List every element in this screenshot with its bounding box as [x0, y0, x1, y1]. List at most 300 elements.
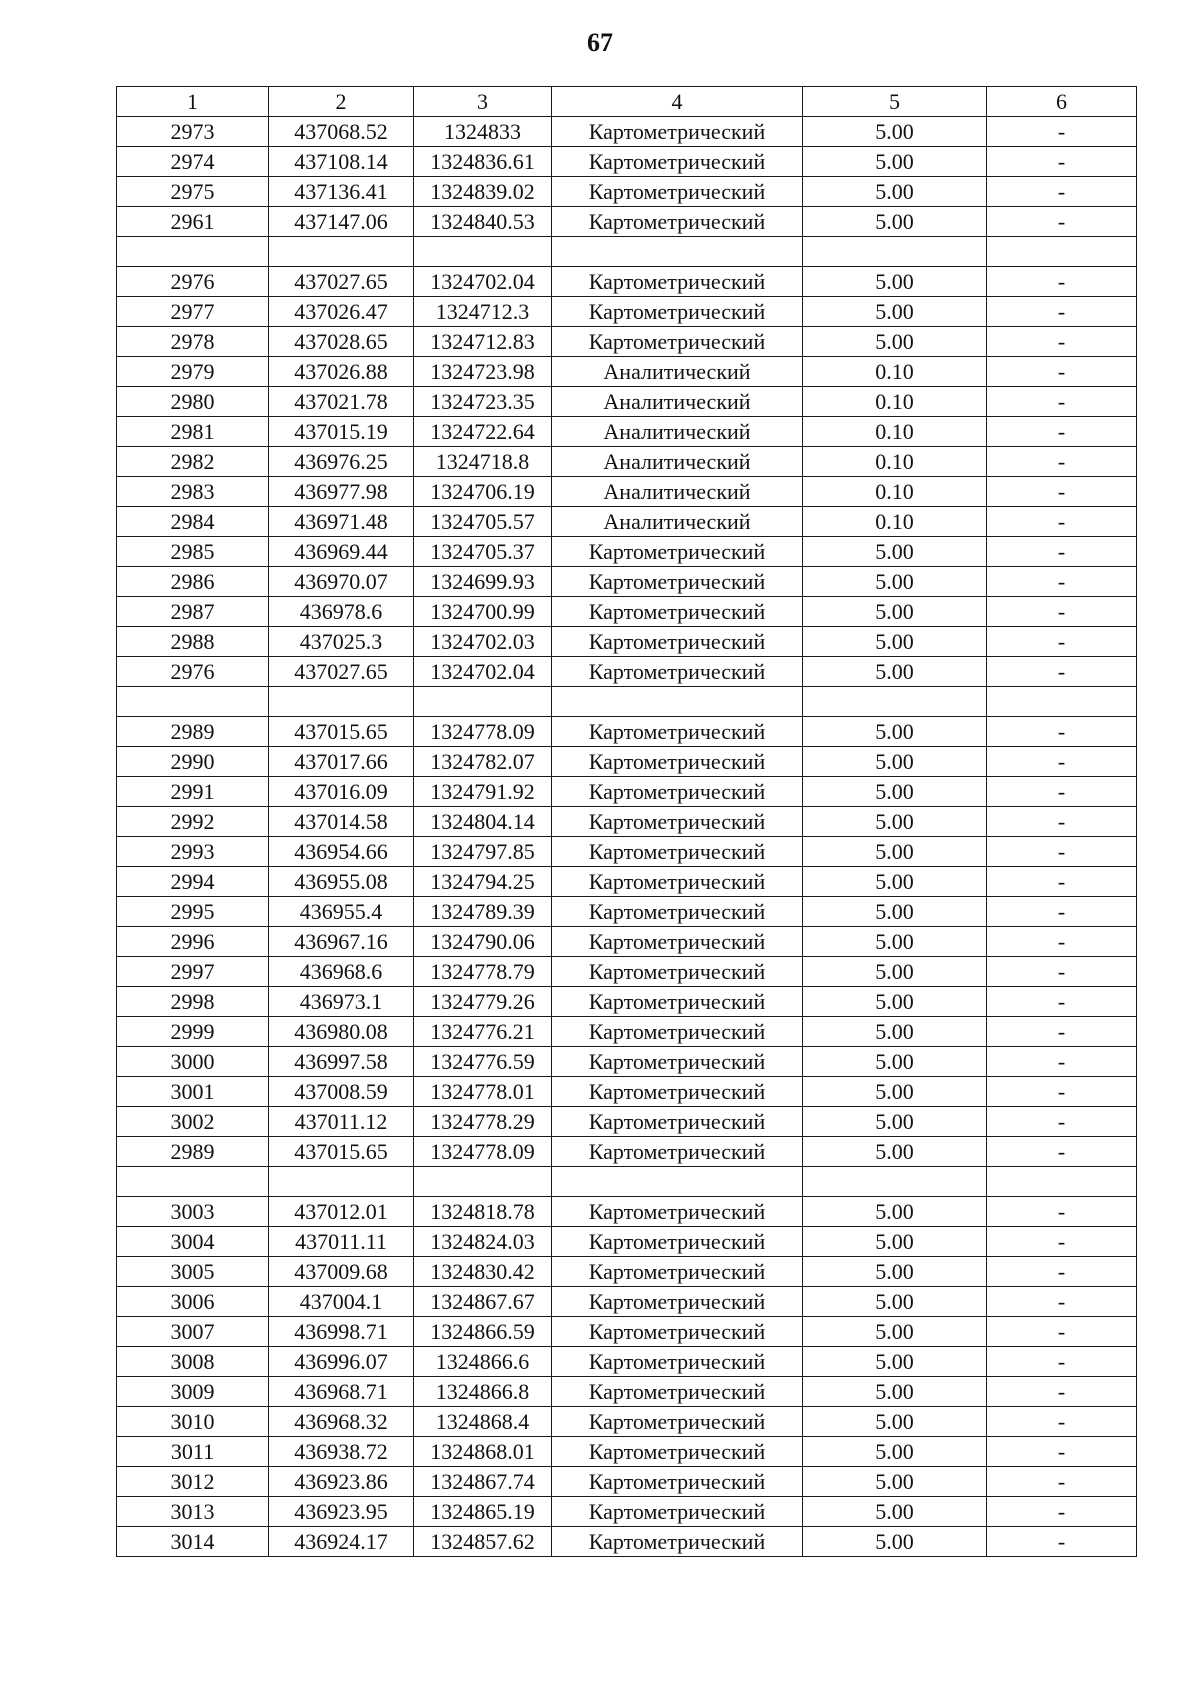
- cell-accuracy: 5.00: [803, 1437, 987, 1467]
- cell-note: -: [987, 1467, 1137, 1497]
- table-row: [117, 1197, 1137, 1227]
- cell-method: Картометрический: [552, 1467, 803, 1497]
- cell-note: -: [987, 507, 1137, 537]
- cell-y-coordinate: 1324868.4: [414, 1407, 552, 1437]
- cell-y-coordinate: 1324824.03: [414, 1227, 552, 1257]
- table-row: [117, 867, 1137, 897]
- cell-y-coordinate: 1324778.09: [414, 1137, 552, 1167]
- table-row: [117, 807, 1137, 837]
- cell-x-coordinate: 436968.6: [269, 957, 414, 987]
- cell-point-number: 2974: [117, 147, 269, 177]
- cell-accuracy: 5.00: [803, 177, 987, 207]
- cell-y-coordinate: 1324804.14: [414, 807, 552, 837]
- cell-accuracy: 5.00: [803, 1227, 987, 1257]
- cell-point-number: 2983: [117, 477, 269, 507]
- table-row: [117, 1077, 1137, 1107]
- cell-accuracy: 5.00: [803, 267, 987, 297]
- cell-accuracy: 5.00: [803, 1017, 987, 1047]
- table-row: [117, 1467, 1137, 1497]
- cell-accuracy: 5.00: [803, 207, 987, 237]
- cell-method: Картометрический: [552, 147, 803, 177]
- cell-y-coordinate: 1324723.35: [414, 387, 552, 417]
- cell-method: Картометрический: [552, 747, 803, 777]
- cell-x-coordinate: 437012.01: [269, 1197, 414, 1227]
- table-row: [117, 747, 1137, 777]
- cell-x-coordinate: 436968.71: [269, 1377, 414, 1407]
- cell-method: Картометрический: [552, 1377, 803, 1407]
- table-row: [117, 567, 1137, 597]
- cell-x-coordinate: 437147.06: [269, 207, 414, 237]
- cell-accuracy: 5.00: [803, 567, 987, 597]
- cell-note: -: [987, 387, 1137, 417]
- cell-accuracy: 5.00: [803, 657, 987, 687]
- table-row: [117, 1227, 1137, 1257]
- cell-y-coordinate: 1324723.98: [414, 357, 552, 387]
- cell-point-number: 2975: [117, 177, 269, 207]
- cell-method: Картометрический: [552, 327, 803, 357]
- table-row: [117, 327, 1137, 357]
- table-row: [117, 1377, 1137, 1407]
- cell-x-coordinate: 437026.88: [269, 357, 414, 387]
- cell-x-coordinate: 436955.08: [269, 867, 414, 897]
- table-row: [117, 1497, 1137, 1527]
- cell-note: -: [987, 147, 1137, 177]
- cell-point-number: [117, 687, 269, 717]
- cell-y-coordinate: 1324857.62: [414, 1527, 552, 1557]
- cell-y-coordinate: 1324778.09: [414, 717, 552, 747]
- cell-accuracy: [803, 687, 987, 717]
- header-cell-6: 6: [987, 87, 1137, 117]
- cell-point-number: 3004: [117, 1227, 269, 1257]
- cell-x-coordinate: 437004.1: [269, 1287, 414, 1317]
- cell-x-coordinate: 437027.65: [269, 657, 414, 687]
- cell-point-number: 2984: [117, 507, 269, 537]
- cell-x-coordinate: 437068.52: [269, 117, 414, 147]
- cell-method: Картометрический: [552, 1437, 803, 1467]
- cell-point-number: 2989: [117, 717, 269, 747]
- cell-accuracy: [803, 1167, 987, 1197]
- cell-accuracy: 5.00: [803, 1077, 987, 1107]
- cell-x-coordinate: 437136.41: [269, 177, 414, 207]
- cell-note: -: [987, 567, 1137, 597]
- cell-y-coordinate: 1324868.01: [414, 1437, 552, 1467]
- table-row: [117, 1527, 1137, 1557]
- cell-x-coordinate: 437025.3: [269, 627, 414, 657]
- cell-method: Картометрический: [552, 717, 803, 747]
- header-cell-2: 2: [269, 87, 414, 117]
- cell-y-coordinate: 1324702.03: [414, 627, 552, 657]
- cell-point-number: 2961: [117, 207, 269, 237]
- cell-accuracy: 0.10: [803, 447, 987, 477]
- cell-point-number: 2979: [117, 357, 269, 387]
- cell-note: -: [987, 537, 1137, 567]
- cell-note: -: [987, 207, 1137, 237]
- cell-method: Картометрический: [552, 177, 803, 207]
- cell-point-number: 2994: [117, 867, 269, 897]
- cell-x-coordinate: 436955.4: [269, 897, 414, 927]
- cell-x-coordinate: 436996.07: [269, 1347, 414, 1377]
- cell-method: Картометрический: [552, 1197, 803, 1227]
- cell-point-number: 2978: [117, 327, 269, 357]
- cell-point-number: 3006: [117, 1287, 269, 1317]
- cell-point-number: 2996: [117, 927, 269, 957]
- cell-point-number: 2985: [117, 537, 269, 567]
- cell-y-coordinate: 1324699.93: [414, 567, 552, 597]
- cell-method: Картометрический: [552, 867, 803, 897]
- cell-method: Картометрический: [552, 1257, 803, 1287]
- table-row: [117, 987, 1137, 1017]
- cell-x-coordinate: 437011.12: [269, 1107, 414, 1137]
- cell-y-coordinate: 1324776.21: [414, 1017, 552, 1047]
- table-row: [117, 1287, 1137, 1317]
- cell-method: Картометрический: [552, 1047, 803, 1077]
- cell-x-coordinate: [269, 1167, 414, 1197]
- cell-x-coordinate: 437028.65: [269, 327, 414, 357]
- cell-method: Аналитический: [552, 447, 803, 477]
- cell-note: -: [987, 117, 1137, 147]
- cell-y-coordinate: 1324866.59: [414, 1317, 552, 1347]
- cell-point-number: 2990: [117, 747, 269, 777]
- cell-note: -: [987, 1437, 1137, 1467]
- table-row: [117, 897, 1137, 927]
- cell-point-number: 3013: [117, 1497, 269, 1527]
- cell-accuracy: 5.00: [803, 1347, 987, 1377]
- cell-accuracy: 5.00: [803, 627, 987, 657]
- cell-x-coordinate: 436938.72: [269, 1437, 414, 1467]
- cell-note: -: [987, 1107, 1137, 1137]
- cell-method: Картометрический: [552, 1137, 803, 1167]
- cell-note: -: [987, 297, 1137, 327]
- cell-note: [987, 237, 1137, 267]
- cell-y-coordinate: 1324712.3: [414, 297, 552, 327]
- table-row: [117, 927, 1137, 957]
- cell-method: Картометрический: [552, 117, 803, 147]
- table-row: [117, 207, 1137, 237]
- cell-accuracy: 5.00: [803, 777, 987, 807]
- table-row: [117, 507, 1137, 537]
- header-cell-1: 1: [117, 87, 269, 117]
- table-row: [117, 657, 1137, 687]
- cell-x-coordinate: 436971.48: [269, 507, 414, 537]
- cell-note: -: [987, 1317, 1137, 1347]
- table-header: [117, 87, 1137, 117]
- cell-method: [552, 237, 803, 267]
- cell-method: Картометрический: [552, 1017, 803, 1047]
- cell-point-number: [117, 237, 269, 267]
- cell-accuracy: 5.00: [803, 537, 987, 567]
- cell-note: -: [987, 837, 1137, 867]
- cell-x-coordinate: 436923.86: [269, 1467, 414, 1497]
- cell-method: [552, 687, 803, 717]
- cell-accuracy: 5.00: [803, 1137, 987, 1167]
- cell-point-number: 2998: [117, 987, 269, 1017]
- table-row: [117, 147, 1137, 177]
- cell-point-number: 2997: [117, 957, 269, 987]
- table-row: [117, 297, 1137, 327]
- cell-point-number: 2976: [117, 657, 269, 687]
- page-number: 67: [587, 28, 613, 57]
- cell-x-coordinate: 437015.65: [269, 1137, 414, 1167]
- cell-accuracy: 5.00: [803, 1467, 987, 1497]
- cell-x-coordinate: 437026.47: [269, 297, 414, 327]
- cell-point-number: 2989: [117, 1137, 269, 1167]
- cell-point-number: 3014: [117, 1527, 269, 1557]
- cell-x-coordinate: [269, 687, 414, 717]
- header-cell-3: 3: [414, 87, 552, 117]
- cell-note: -: [987, 327, 1137, 357]
- table-row: [117, 1437, 1137, 1467]
- table-row: [117, 1137, 1137, 1167]
- cell-y-coordinate: 1324818.78: [414, 1197, 552, 1227]
- table-row: [117, 777, 1137, 807]
- cell-point-number: 3007: [117, 1317, 269, 1347]
- cell-x-coordinate: 437015.19: [269, 417, 414, 447]
- cell-y-coordinate: [414, 687, 552, 717]
- cell-method: Картометрический: [552, 777, 803, 807]
- cell-point-number: 2973: [117, 117, 269, 147]
- cell-method: Аналитический: [552, 477, 803, 507]
- cell-point-number: 2995: [117, 897, 269, 927]
- cell-point-number: 3002: [117, 1107, 269, 1137]
- cell-accuracy: 5.00: [803, 927, 987, 957]
- table-row: [117, 447, 1137, 477]
- table-row: [117, 477, 1137, 507]
- table-row: [117, 177, 1137, 207]
- cell-method: Аналитический: [552, 417, 803, 447]
- table-row: [117, 1257, 1137, 1287]
- cell-x-coordinate: 436969.44: [269, 537, 414, 567]
- cell-point-number: 2977: [117, 297, 269, 327]
- cell-y-coordinate: 1324830.42: [414, 1257, 552, 1287]
- cell-accuracy: 5.00: [803, 597, 987, 627]
- cell-point-number: 3001: [117, 1077, 269, 1107]
- cell-note: -: [987, 657, 1137, 687]
- table-separator-row: [117, 237, 1137, 267]
- cell-note: [987, 1167, 1137, 1197]
- cell-x-coordinate: 437108.14: [269, 147, 414, 177]
- cell-note: -: [987, 357, 1137, 387]
- cell-note: -: [987, 957, 1137, 987]
- cell-note: -: [987, 1197, 1137, 1227]
- cell-method: Картометрический: [552, 1497, 803, 1527]
- cell-x-coordinate: 437008.59: [269, 1077, 414, 1107]
- header-cell-5: 5: [803, 87, 987, 117]
- cell-y-coordinate: 1324794.25: [414, 867, 552, 897]
- cell-point-number: 2976: [117, 267, 269, 297]
- cell-y-coordinate: 1324705.37: [414, 537, 552, 567]
- cell-point-number: 2993: [117, 837, 269, 867]
- cell-point-number: 3010: [117, 1407, 269, 1437]
- header-cell-4: 4: [552, 87, 803, 117]
- table-row: [117, 417, 1137, 447]
- cell-y-coordinate: 1324700.99: [414, 597, 552, 627]
- cell-note: [987, 687, 1137, 717]
- cell-accuracy: 5.00: [803, 1107, 987, 1137]
- cell-point-number: 2987: [117, 597, 269, 627]
- cell-accuracy: 5.00: [803, 117, 987, 147]
- cell-note: -: [987, 897, 1137, 927]
- cell-method: Картометрический: [552, 927, 803, 957]
- cell-point-number: 2988: [117, 627, 269, 657]
- cell-note: -: [987, 477, 1137, 507]
- cell-method: Картометрический: [552, 1077, 803, 1107]
- cell-y-coordinate: 1324867.67: [414, 1287, 552, 1317]
- cell-y-coordinate: 1324839.02: [414, 177, 552, 207]
- cell-x-coordinate: 436923.95: [269, 1497, 414, 1527]
- cell-x-coordinate: 437021.78: [269, 387, 414, 417]
- table-row: [117, 1107, 1137, 1137]
- cell-accuracy: 5.00: [803, 297, 987, 327]
- cell-accuracy: [803, 237, 987, 267]
- cell-method: Картометрический: [552, 207, 803, 237]
- cell-point-number: 2981: [117, 417, 269, 447]
- cell-method: Картометрический: [552, 297, 803, 327]
- table-row: [117, 537, 1137, 567]
- cell-note: -: [987, 1497, 1137, 1527]
- cell-point-number: 3000: [117, 1047, 269, 1077]
- cell-accuracy: 5.00: [803, 837, 987, 867]
- cell-note: -: [987, 627, 1137, 657]
- table-row: [117, 837, 1137, 867]
- cell-accuracy: 0.10: [803, 477, 987, 507]
- cell-point-number: 2991: [117, 777, 269, 807]
- table-row: [117, 1017, 1137, 1047]
- cell-y-coordinate: 1324718.8: [414, 447, 552, 477]
- cell-accuracy: 5.00: [803, 1287, 987, 1317]
- cell-y-coordinate: 1324712.83: [414, 327, 552, 357]
- cell-y-coordinate: 1324702.04: [414, 267, 552, 297]
- cell-point-number: [117, 1167, 269, 1197]
- cell-accuracy: 5.00: [803, 1197, 987, 1227]
- cell-point-number: 3003: [117, 1197, 269, 1227]
- cell-y-coordinate: 1324722.64: [414, 417, 552, 447]
- cell-y-coordinate: 1324867.74: [414, 1467, 552, 1497]
- table-body: [117, 117, 1137, 1557]
- table-row: [117, 387, 1137, 417]
- cell-method: Картометрический: [552, 537, 803, 567]
- table-row: [117, 597, 1137, 627]
- cell-x-coordinate: 436977.98: [269, 477, 414, 507]
- cell-note: -: [987, 927, 1137, 957]
- table-row: [117, 627, 1137, 657]
- cell-x-coordinate: 437011.11: [269, 1227, 414, 1257]
- cell-method: Аналитический: [552, 357, 803, 387]
- cell-x-coordinate: 437009.68: [269, 1257, 414, 1287]
- cell-note: -: [987, 1077, 1137, 1107]
- cell-x-coordinate: 436954.66: [269, 837, 414, 867]
- table-row: [117, 1047, 1137, 1077]
- cell-method: Картометрический: [552, 1347, 803, 1377]
- cell-x-coordinate: 437016.09: [269, 777, 414, 807]
- table-row: [117, 1317, 1137, 1347]
- cell-accuracy: 5.00: [803, 987, 987, 1017]
- cell-y-coordinate: 1324840.53: [414, 207, 552, 237]
- table-row: [117, 957, 1137, 987]
- cell-method: Аналитический: [552, 387, 803, 417]
- cell-method: Картометрический: [552, 837, 803, 867]
- cell-point-number: 3012: [117, 1467, 269, 1497]
- cell-y-coordinate: 1324790.06: [414, 927, 552, 957]
- cell-accuracy: 5.00: [803, 1047, 987, 1077]
- cell-y-coordinate: 1324789.39: [414, 897, 552, 927]
- cell-method: Картометрический: [552, 597, 803, 627]
- table-row: [117, 117, 1137, 147]
- cell-x-coordinate: 436973.1: [269, 987, 414, 1017]
- cell-point-number: 3009: [117, 1377, 269, 1407]
- cell-accuracy: 5.00: [803, 957, 987, 987]
- cell-y-coordinate: 1324782.07: [414, 747, 552, 777]
- cell-note: -: [987, 1017, 1137, 1047]
- cell-x-coordinate: 436998.71: [269, 1317, 414, 1347]
- cell-y-coordinate: 1324776.59: [414, 1047, 552, 1077]
- cell-note: -: [987, 987, 1137, 1017]
- cell-method: Картометрический: [552, 987, 803, 1017]
- cell-accuracy: 5.00: [803, 327, 987, 357]
- cell-note: -: [987, 717, 1137, 747]
- cell-x-coordinate: 436924.17: [269, 1527, 414, 1557]
- cell-method: Картометрический: [552, 1287, 803, 1317]
- cell-accuracy: 5.00: [803, 1407, 987, 1437]
- cell-note: -: [987, 1407, 1137, 1437]
- cell-accuracy: 5.00: [803, 1317, 987, 1347]
- cell-note: -: [987, 867, 1137, 897]
- table-row: [117, 357, 1137, 387]
- cell-note: -: [987, 1257, 1137, 1287]
- cell-note: -: [987, 267, 1137, 297]
- cell-note: -: [987, 1137, 1137, 1167]
- cell-note: -: [987, 1347, 1137, 1377]
- cell-point-number: 2992: [117, 807, 269, 837]
- cell-x-coordinate: 437015.65: [269, 717, 414, 747]
- table-row: [117, 717, 1137, 747]
- cell-y-coordinate: 1324706.19: [414, 477, 552, 507]
- cell-point-number: 3008: [117, 1347, 269, 1377]
- cell-accuracy: 5.00: [803, 717, 987, 747]
- cell-point-number: 2982: [117, 447, 269, 477]
- cell-y-coordinate: 1324865.19: [414, 1497, 552, 1527]
- cell-y-coordinate: 1324778.01: [414, 1077, 552, 1107]
- cell-y-coordinate: 1324797.85: [414, 837, 552, 867]
- cell-method: Аналитический: [552, 507, 803, 537]
- cell-method: Картометрический: [552, 1107, 803, 1137]
- cell-note: -: [987, 597, 1137, 627]
- coordinates-table: [116, 86, 1137, 1557]
- cell-x-coordinate: 436967.16: [269, 927, 414, 957]
- cell-x-coordinate: 436978.6: [269, 597, 414, 627]
- cell-accuracy: 5.00: [803, 1257, 987, 1287]
- cell-y-coordinate: 1324836.61: [414, 147, 552, 177]
- cell-point-number: 2980: [117, 387, 269, 417]
- cell-x-coordinate: 436968.32: [269, 1407, 414, 1437]
- cell-note: -: [987, 1227, 1137, 1257]
- cell-note: -: [987, 1047, 1137, 1077]
- cell-y-coordinate: 1324778.79: [414, 957, 552, 987]
- cell-note: -: [987, 417, 1137, 447]
- cell-note: -: [987, 747, 1137, 777]
- cell-y-coordinate: 1324779.26: [414, 987, 552, 1017]
- cell-method: Картометрический: [552, 957, 803, 987]
- cell-accuracy: 5.00: [803, 1377, 987, 1407]
- cell-point-number: 2999: [117, 1017, 269, 1047]
- cell-note: -: [987, 1287, 1137, 1317]
- cell-point-number: 3011: [117, 1437, 269, 1467]
- cell-y-coordinate: 1324778.29: [414, 1107, 552, 1137]
- cell-note: -: [987, 447, 1137, 477]
- table-row: [117, 1347, 1137, 1377]
- cell-accuracy: 5.00: [803, 867, 987, 897]
- cell-point-number: 2986: [117, 567, 269, 597]
- cell-accuracy: 0.10: [803, 507, 987, 537]
